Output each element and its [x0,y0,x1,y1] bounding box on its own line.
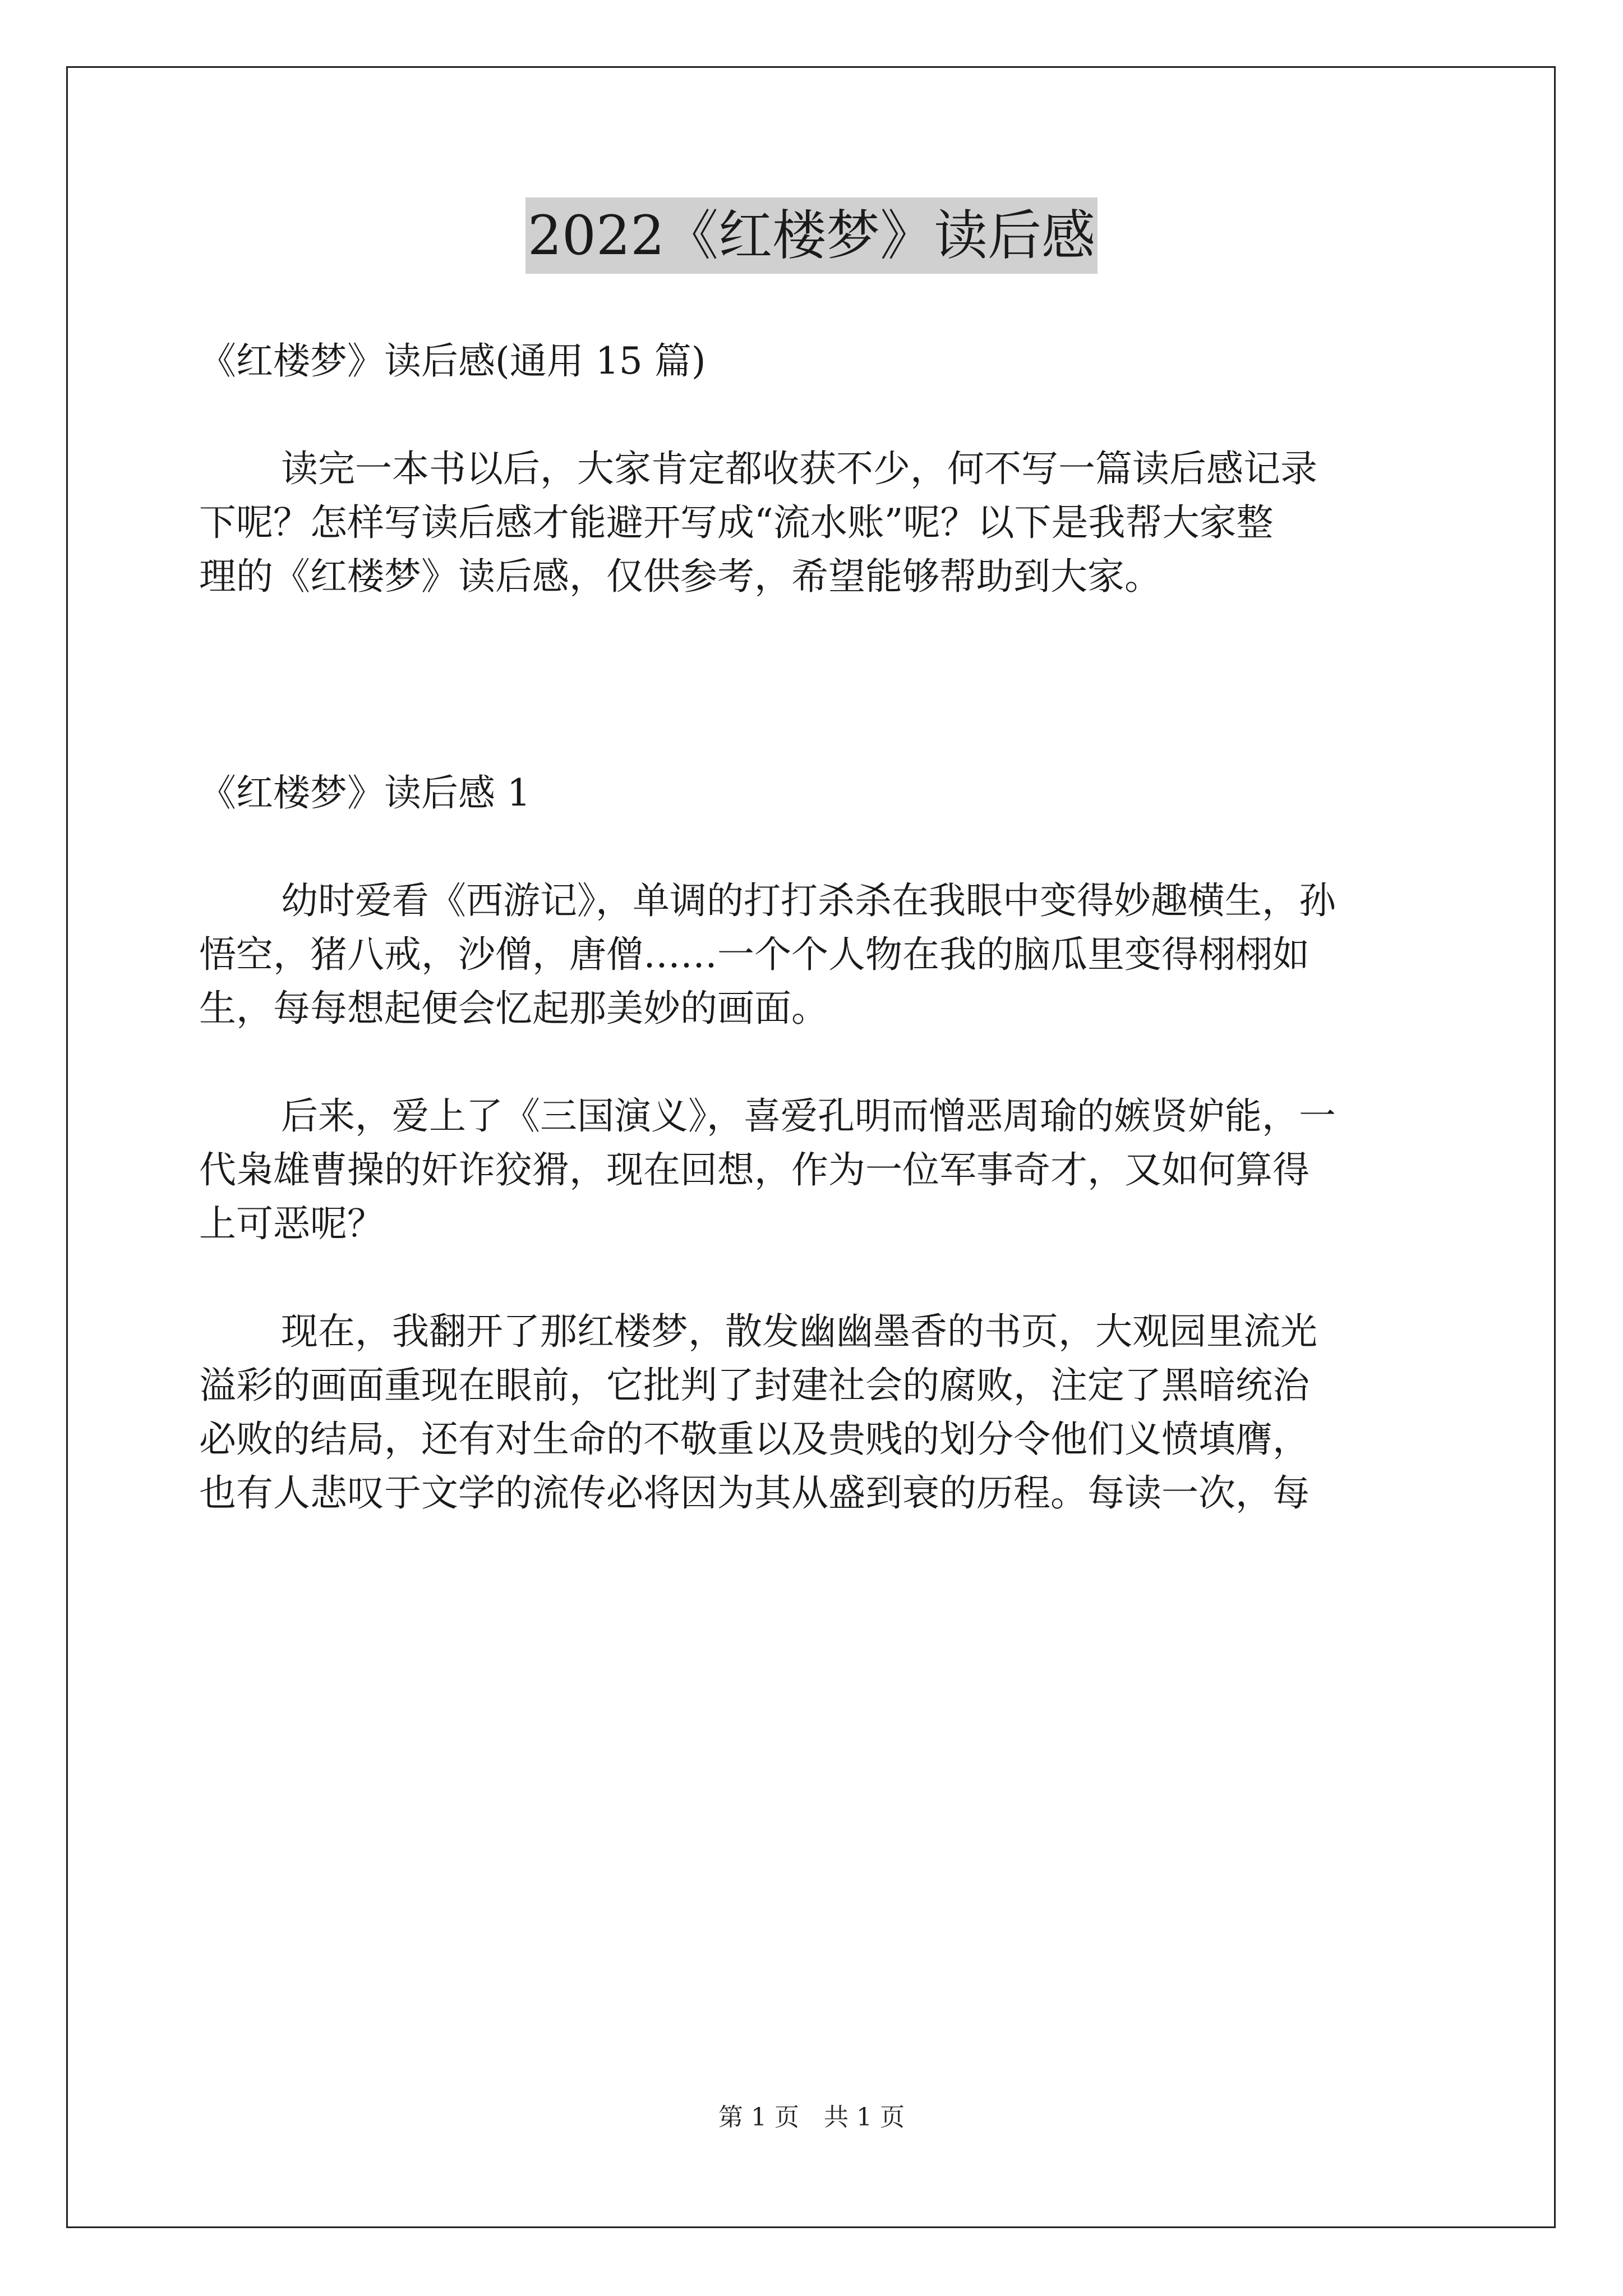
text-line: 悟空，猪八戒，沙僧，唐僧……一个个人物在我的脑瓜里变得栩栩如 [199,933,1310,976]
text-line: 现在，我翻开了那红楼梦，散发幽幽墨香的书页，大观园里流光 [281,1310,1317,1353]
intro-paragraph [199,442,1427,604]
text-line: 溢彩的画面重现在眼前，它批判了封建社会的腐败，注定了黑暗统治 [199,1364,1310,1407]
paragraph [199,1305,1427,1520]
text-line: 也有人悲叹于文学的流传必将因为其从盛到衰的历程。每读一次，每 [199,1471,1310,1515]
text-line: 理的《红楼梦》读后感，仅供参考，希望能够帮助到大家。 [199,555,1161,598]
document-title: 2022《红楼梦》读后感 [525,197,1098,274]
text-line: 生，每每想起便会忆起那美妙的画面。 [199,987,828,1030]
text-line: 后来，爱上了《三国演义》，喜爱孔明而憎恶周瑜的嫉贤妒能，一 [281,1094,1336,1138]
document-subtitle: 《红楼梦》读后感(通用 15 篇) [199,339,706,383]
text-line: 代枭雄曹操的奸诈狡猾，现在回想，作为一位军事奇才，又如何算得 [199,1148,1310,1191]
text-line: 读完一本书以后，大家肯定都收获不少，何不写一篇读后感记录 [281,447,1317,490]
text-line: 幼时爱看《西游记》，单调的打打杀杀在我眼中变得妙趣横生，孙 [281,879,1336,922]
text-line: 必败的结局，还有对生命的不敬重以及贵贱的划分令他们义愤填膺， [199,1418,1310,1461]
document-body [199,306,1427,1520]
text-line: 上可恶呢？ [199,1202,384,1245]
paragraph [199,874,1427,1036]
title-container [0,197,1623,274]
paragraph [199,1089,1427,1251]
page-footer: 第 1 页 共 1 页 [718,2103,905,2132]
section-heading: 《红楼梦》读后感 1 [199,771,531,815]
text-line: 下呢？怎样写读后感才能避开写成“流水账”呢？以下是我帮大家整 [199,501,1274,544]
